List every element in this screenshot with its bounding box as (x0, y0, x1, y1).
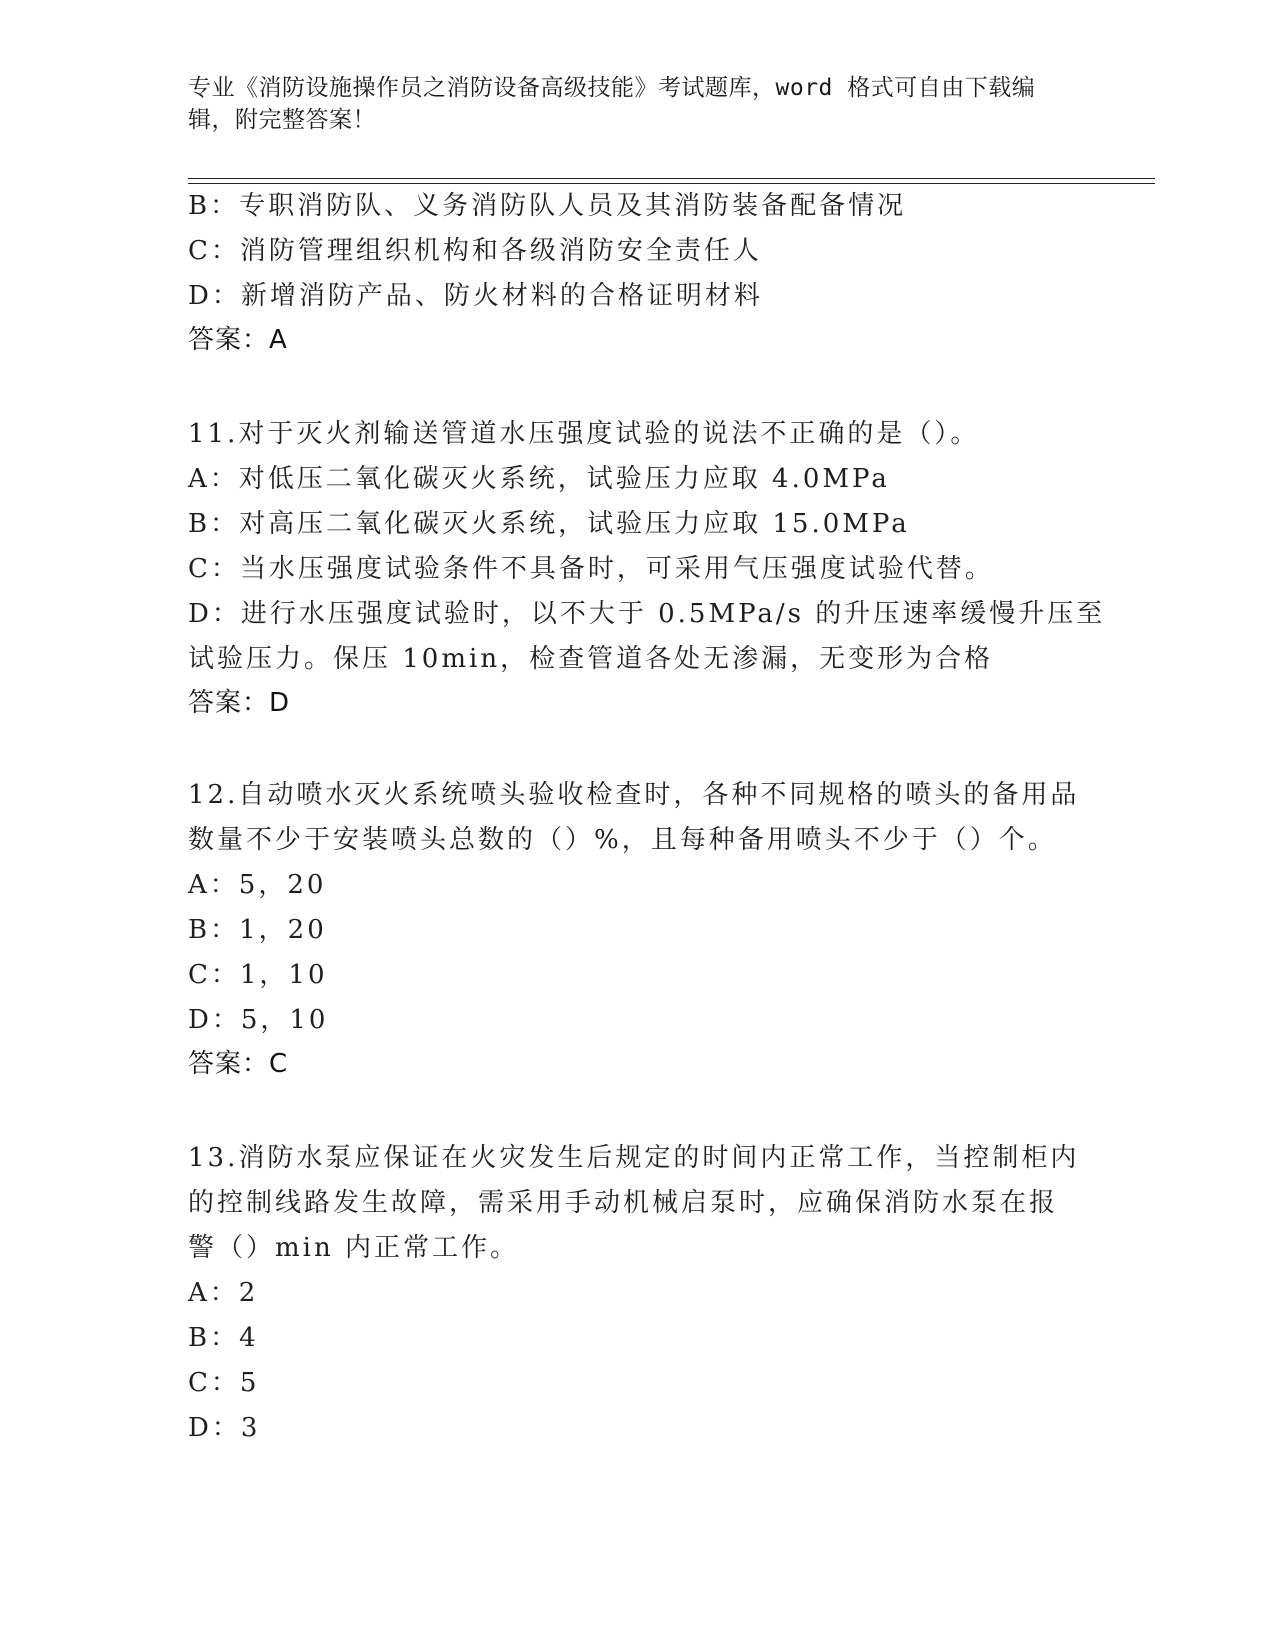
q10-answer: 答案：A (188, 325, 288, 355)
q11-option-d: D：进行水压强度试验时，以不大于 0.5MPa/s 的升压速率缓慢升压至 (188, 599, 1106, 629)
q13-option-a: A：2 (188, 1278, 259, 1308)
q13-option-c: C：5 (188, 1368, 260, 1398)
q13-option-d: D：3 (188, 1413, 261, 1443)
q12-option-d: D：5，10 (188, 1005, 329, 1035)
q10-option-b: B：专职消防队、义务消防队人员及其消防装备配备情况 (188, 191, 907, 221)
q12-answer: 答案：C (188, 1049, 289, 1079)
q11-option-c: C：当水压强度试验条件不具备时，可采用气压强度试验代替。 (188, 554, 994, 584)
q11-option-b: B：对高压二氧化碳灭火系统，试验压力应取 15.0MPa (188, 509, 910, 539)
q12-stem-line-2: 数量不少于安装喷头总数的（）%，且每种备用喷头不少于（）个。 (188, 825, 1057, 855)
header-divider-bottom (188, 183, 1155, 184)
q12-option-a: A：5，20 (188, 870, 327, 900)
header-line-2: 辑，附完整答案！ (188, 107, 376, 133)
q13-stem-line-3: 警（）min 内正常工作。 (188, 1233, 519, 1263)
q12-option-c: C：1，10 (188, 960, 328, 990)
q13-option-b: B：4 (188, 1323, 259, 1353)
q13-stem-line-2: 的控制线路发生故障，需采用手动机械启泵时，应确保消防水泵在报 (188, 1188, 1059, 1218)
q10-option-c: C：消防管理组织机构和各级消防安全责任人 (188, 236, 762, 266)
q11-answer: 答案：D (188, 688, 291, 718)
header-divider-top (188, 178, 1155, 179)
q13-stem-line-1: 13.消防水泵应保证在火灾发生后规定的时间内正常工作，当控制柜内 (188, 1143, 1080, 1173)
q12-stem-line-1: 12.自动喷水灭火系统喷头验收检查时，各种不同规格的喷头的备用品 (188, 780, 1080, 810)
q11-option-a: A：对低压二氧化碳灭火系统，试验压力应取 4.0MPa (188, 464, 890, 494)
header-line-1: 专业《消防设施操作员之消防设备高级技能》考试题库，word 格式可自由下载编 (188, 75, 1036, 101)
q10-option-d: D：新增消防产品、防火材料的合格证明材料 (188, 281, 763, 311)
q11-stem: 11.对于灭火剂输送管道水压强度试验的说法不正确的是（）。 (188, 419, 980, 449)
q12-option-b: B：1，20 (188, 915, 327, 945)
q11-option-d-continued: 试验压力。保压 10min，检查管道各处无渗漏，无变形为合格 (188, 644, 994, 674)
document-header (188, 72, 1078, 136)
